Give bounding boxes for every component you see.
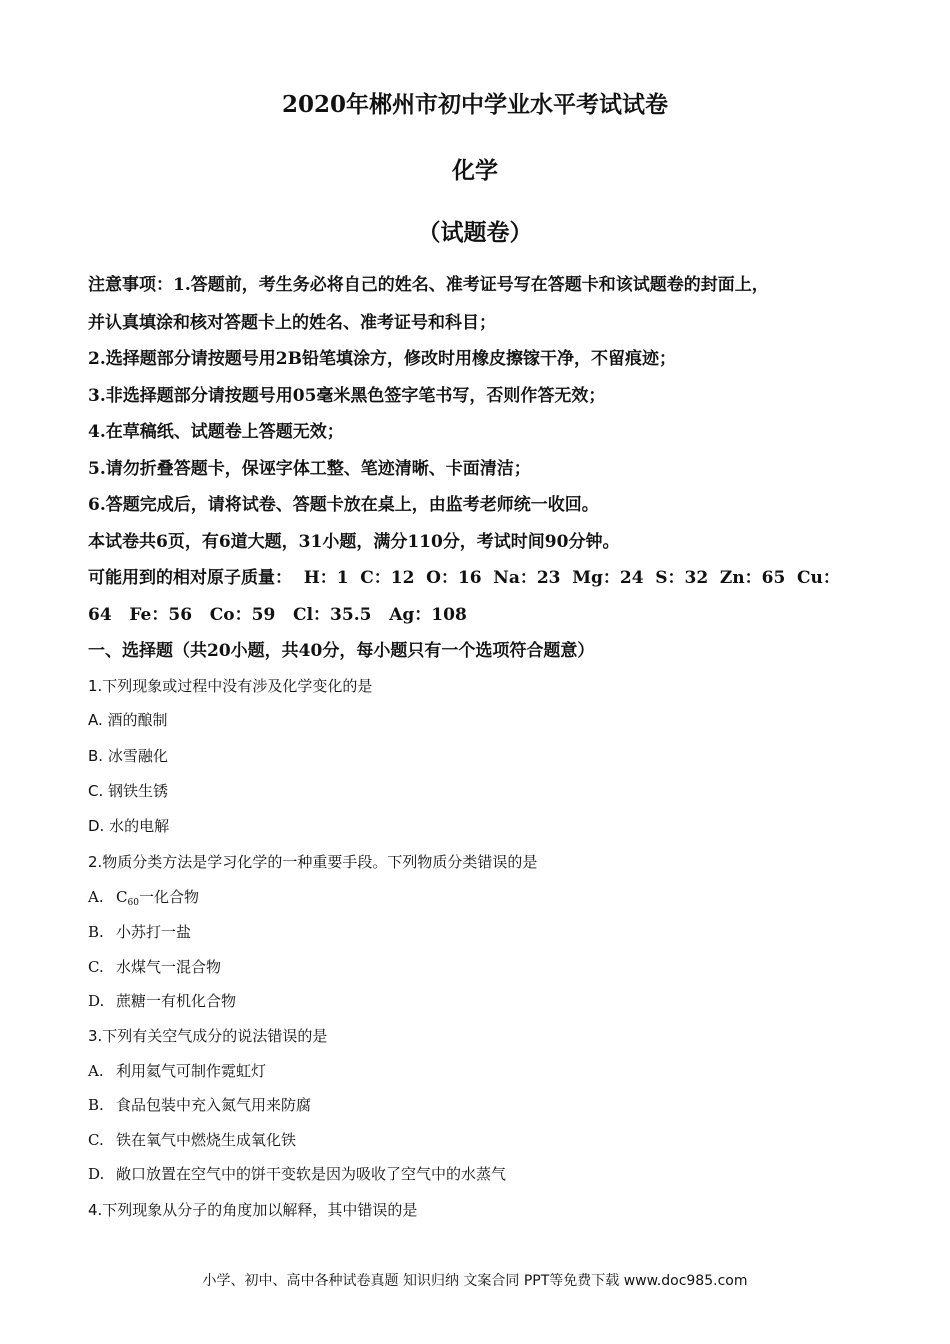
question-1-stem: 1.下列现象或过程中没有涉及化学变化的是 bbox=[88, 677, 373, 695]
notice-line-2: 并认真填涂和核对答题卡上的姓名、准考证号和科目； bbox=[88, 313, 496, 333]
question-2-option-a bbox=[88, 886, 199, 907]
notice-line-6: 5.请勿折叠答题卡，保诬字体工整、笔迹清晰、卡面清洁； bbox=[88, 459, 531, 479]
atomic-mass-item: Cu： bbox=[797, 568, 840, 588]
question-1-option-c: C. 钢铁生锈 bbox=[88, 782, 169, 800]
question-2-option-b bbox=[88, 921, 191, 942]
question-3-stem: 3.下列有关空气成分的说法错误的是 bbox=[88, 1027, 328, 1045]
atomic-mass-item: O：16 bbox=[426, 568, 482, 588]
option-text: 蔗糖一有机化合物 bbox=[116, 992, 237, 1010]
option-letter: A. bbox=[88, 1062, 104, 1080]
question-3-option-a bbox=[88, 1060, 266, 1081]
notice-line-7: 6.答题完成后，请将试卷、答题卡放在桌上，由监考老师统一收回。 bbox=[88, 495, 599, 515]
question-1-option-a: A. 酒的酿制 bbox=[88, 711, 168, 729]
option-text: 小苏打一盐 bbox=[116, 923, 192, 941]
exam-subtitle: （试题卷） bbox=[417, 219, 533, 246]
option-text: 利用氦气可制作霓虹灯 bbox=[116, 1062, 267, 1080]
atomic-mass-item: Na：23 bbox=[493, 568, 561, 588]
question-3-option-d bbox=[88, 1163, 506, 1184]
atomic-mass-label: 可能用到的相对原子质量： bbox=[88, 568, 292, 588]
question-1-option-b: B. 冰雪融化 bbox=[88, 747, 168, 765]
notice-line-1: 注意事项：1.答题前，考生务必将自己的姓名、准考证号写在答题卡和该试题卷的封面上， bbox=[88, 275, 769, 295]
option-text: 敞口放置在空气中的饼干变软是因为吸收了空气中的水蒸气 bbox=[116, 1165, 507, 1183]
question-1-option-d: D. 水的电解 bbox=[88, 817, 170, 835]
formula-element: C bbox=[116, 888, 128, 906]
question-2-option-c bbox=[88, 956, 221, 977]
atomic-mass-row-1 bbox=[88, 563, 840, 588]
question-3-option-b bbox=[88, 1094, 311, 1115]
question-2-option-d bbox=[88, 990, 236, 1011]
option-letter: B. bbox=[88, 1096, 104, 1114]
notice-line-4: 3.非选择题部分请按题号用05毫米黑色签字笔书写，否则作答无效； bbox=[88, 386, 606, 406]
option-text: 一化合物 bbox=[138, 888, 199, 906]
atomic-mass-item: Zn：65 bbox=[719, 568, 786, 588]
option-text: 食品包装中充入氮气用来防腐 bbox=[116, 1096, 312, 1114]
option-letter: C. bbox=[88, 958, 104, 976]
page-footer: 小学、初中、高中各种试卷真题 知识归纳 文案合同 PPT等免费下载 www.doc985.com bbox=[202, 1273, 748, 1289]
option-letter: D. bbox=[88, 992, 105, 1010]
formula-subscript: 60 bbox=[127, 898, 139, 908]
question-2-stem: 2.物质分类方法是学习化学的一种重要手段。下列物质分类错误的是 bbox=[88, 853, 538, 871]
section-1-title: 一、选择题（共20小题，共40分，每小题只有一个选项符合题意） bbox=[88, 641, 595, 661]
atomic-mass-item: H：1 bbox=[303, 568, 349, 588]
atomic-mass-row-2: 64 Fe：56 Co：59 Cl：35.5 Ag：108 bbox=[88, 605, 467, 625]
subject-title: 化学 bbox=[452, 157, 498, 184]
atomic-mass-item: S：32 bbox=[655, 568, 709, 588]
option-letter: B. bbox=[88, 923, 104, 941]
exam-title: 2020年郴州市初中学业水平考试试卷 bbox=[281, 91, 668, 118]
option-text: 水煤气一混合物 bbox=[116, 958, 222, 976]
option-letter: C. bbox=[88, 1131, 104, 1149]
option-letter: D. bbox=[88, 1165, 105, 1183]
atomic-mass-item: C：12 bbox=[360, 568, 415, 588]
question-3-option-c bbox=[88, 1129, 296, 1150]
option-letter: A. bbox=[88, 888, 104, 906]
notice-line-5: 4.在草稿纸、试题卷上答题无效； bbox=[88, 422, 344, 442]
option-text: 铁在氧气中燃烧生成氧化铁 bbox=[116, 1131, 297, 1149]
notice-line-8: 本试卷共6页，有6道大题，31小题，满分110分，考试时间90分钟。 bbox=[88, 532, 620, 552]
notice-line-3: 2.选择题部分请按题号用2B铅笔填涂方，修改时用橡皮擦镓干净，不留痕迹； bbox=[88, 349, 676, 369]
atomic-mass-item: Mg：24 bbox=[572, 568, 644, 588]
question-4-stem: 4.下列现象从分子的角度加以解释，其中错误的是 bbox=[88, 1201, 418, 1219]
